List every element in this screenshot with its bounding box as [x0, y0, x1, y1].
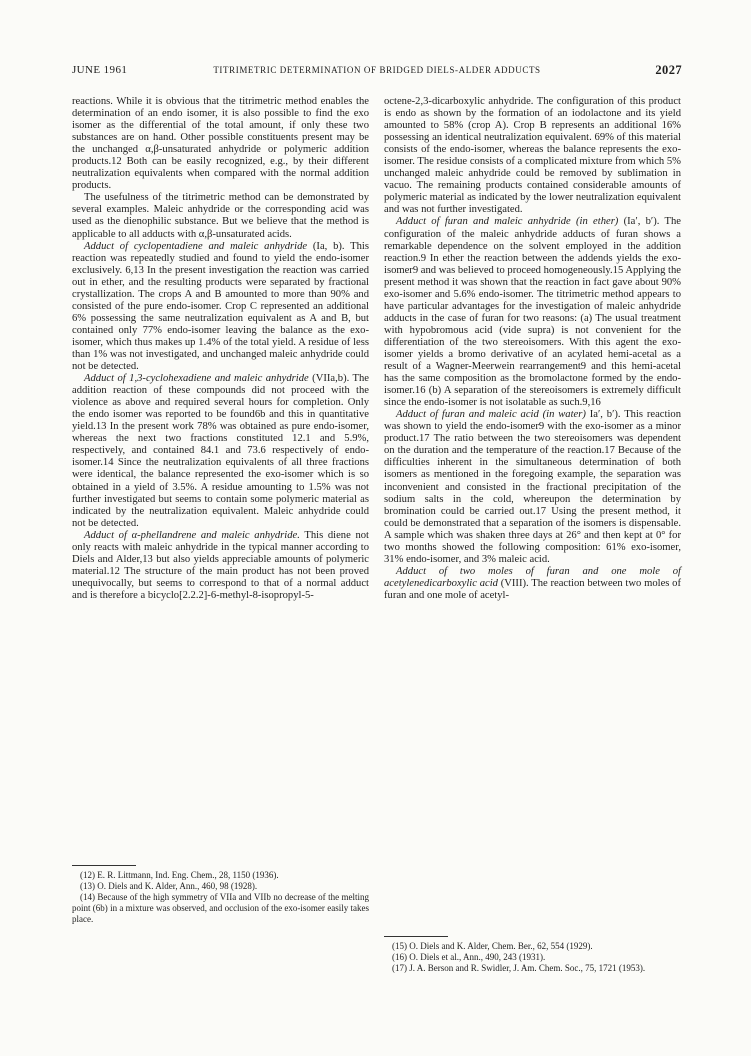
footnote: (14) Because of the high symmetry of VIIa and VIIb no decrease of the melting point (6b) in a mixture was observed, and occlusion of the exo-isomer easily takes place.: [72, 892, 369, 924]
section-heading: Adduct of cyclopentadiene and maleic anhydride: [84, 240, 308, 252]
right-column: [384, 96, 681, 602]
footnote-rule: [72, 865, 136, 866]
paragraph: octene-2,3-dicarboxylic anhydride. The configuration of this product is endo as shown by the formation of an iodolactone and its yield amounted to 58% (crop A). Crop B represents an additional 16% possessing an identical neutralization equivalent. 69% of this material consists of the endo-isomer, whereas the balance represents the exo-isomer. The residue consists of a complicated mixture from which 5% unchanged maleic anhydride could be removed by sublimation in vacuo. The remaining products contained considerable amounts of polymeric material as indicated by the lower neutralization equivalent and was not further investigated.: [384, 96, 681, 216]
paragraph: [384, 566, 681, 602]
paragraph-text: (VIIa,b). The addition reaction of these compounds did not proceed with the violence as above and required several hours for completion. Only the endo isomer was reported to be found6b and this in quantitative yield.13 In the present work 78% was obtained as pure endo-isomer, whereas the next two fractions constituted 12.1 and 5.9%, respectively, and contained 84.1 and 73.6 respectively of endo-isomer.14 Since the neutralization equivalents of all three fractions were identical, the balance represented the exo-isomer which is so obtained in a yield of 3.5%. A residue amounting to 1.5% was not further investigated but seems to contain some polymeric material as indicated by the neutralization equivalent. Maleic anhydride could not be detected.: [72, 373, 369, 529]
paragraph-text: (VIII). The reaction between two moles of furan and one mole of acetyl-: [384, 577, 681, 601]
paragraph-text: This diene not only reacts with maleic anhydride in the typical manner according to Diels and Alder,13 but also yields appreciable amounts of polymeric material.12 The structure of the main product has not been proved unequivocally, but seems to correspond to that of a normal adduct and is therefore a bicyclo[2.2.2]-6-methyl-8-isopropyl-5-: [72, 529, 369, 601]
paragraph-text: (Ia′, b′). The configuration of the maleic anhydride adducts of furan shows a remarkable dependence on the solvent employed in the addition reaction.9 In ether the reaction between the addends yields the exo-isomer9 and was believed to proceed homogeneously.15 Applying the present method it was shown that the reaction in fact gave about 90% exo-isomer and 5.6% endo-isomer. The titrimetric method appears to have particular advantages for the investigation of maleic anhydride adducts in the case of furan for two reasons: (a) The usual treatment with hypobromous acid (vide supra) is not convenient for the differentiation of the two stereoisomers. With this agent the exo-isomer yields a bromo derivative of an acylated hemi-acetal as a result of a Wagner-Meerwein rearrangement9 and this hemi-acetal has the same composition as the bromolactone formed by the endo-isomer.16 (b) A separation of the stereoisomers is extremely difficult since the endo-isomer is not isolatable as such.9,16: [384, 216, 681, 409]
footnotes-right: [384, 941, 681, 974]
paragraph: [72, 530, 369, 602]
section-heading: Adduct of furan and maleic anhydride (in ether): [396, 216, 619, 228]
footnote: (15) O. Diels and K. Alder, Chem. Ber., 62, 554 (1929).: [392, 941, 593, 951]
paragraph: reactions. While it is obvious that the titrimetric method enables the determination of an endo isomer, it is also possible to find the exo isomer as the differential of the total amount, if only these two substances are on hand. Other possible constituents present may be the unchanged α,β-unsaturated anhydride or polymeric addition products.12 Both can be easily recognized, e.g., by their different neutralization equivalents when compared with the normal addition products.: [72, 96, 369, 192]
paragraph-text: Ia′, b′). This reaction was shown to yield the endo-isomer9 with the exo-isomer as a minor product.17 The ratio between the two stereoisomers was dependent on the duration and the temperature of the reaction.17 Because of the difficulties inherent in the simultaneous determination of both isomers as mentioned in the foregoing example, the separation was inconvenient and consisted in the fractional precipitation of the sodium salts in the cold, whereupon the determination by bromination could be carried out.17 Using the present method, it could be demonstrated that a separation of the isomers is dispensable. A sample which was shaken three days at 26° and then kept at 0° for two months showed the following composition: 61% exo-isomer, 31% endo-isomer, and 3% maleic acid.: [384, 409, 681, 565]
left-column: [72, 96, 369, 602]
paragraph: [384, 216, 681, 409]
footnote: (13) O. Diels and K. Alder, Ann., 460, 98 (1928).: [80, 881, 258, 891]
footnote: (17) J. A. Berson and R. Swidler, J. Am. Chem. Soc., 75, 1721 (1953).: [392, 963, 646, 973]
section-heading: Adduct of two moles of furan and one mole of acetylenedicarboxylic acid: [384, 565, 681, 589]
section-heading: Adduct of furan and maleic acid (in water): [396, 409, 586, 421]
section-heading: Adduct of 1,3-cyclohexadiene and maleic anhydride: [84, 373, 309, 385]
paragraph: [72, 373, 369, 530]
page-number: 2027: [655, 63, 682, 77]
section-heading: Adduct of α-phellandrene and maleic anhydride.: [84, 529, 300, 541]
footnote: (12) E. R. Littmann, Ind. Eng. Chem., 28, 1150 (1936).: [80, 870, 279, 880]
footnote-rule: [384, 936, 448, 937]
paragraph: [384, 409, 681, 566]
paragraph: The usefulness of the titrimetric method can be demonstrated by several examples. Maleic anhydride or the corresponding acid was used as the dienophilic substance. But we believe that the method is applicable to all adducts with α,β-unsaturated acids.: [72, 192, 369, 240]
running-header: [72, 64, 682, 80]
paragraph: [72, 241, 369, 374]
paragraph-text: (Ia, b). This reaction was repeatedly studied and found to yield the endo-isomer exclusively. 6,13 In the present investigation the reaction was carried out in ether, and the resulting products were separated by fractional crystallization. The crops A and B amounted to more than 90% and consisted of the pure endo-isomer. Crop C represented an additional 6% possessing the same neutralization equivalent as A and B, but contained only 77% endo-isomer leaving the balance as the exo-isomer, which thus makes up 1.4% of the total yield. A residue of less than 1% was not investigated, and unchanged maleic anhydride could not be detected.: [72, 240, 369, 373]
footnotes-left: [72, 870, 369, 925]
header-title: TITRIMETRIC DETERMINATION OF BRIDGED DIELS-ALDER ADDUCTS: [213, 65, 541, 75]
header-date: JUNE 1961: [72, 64, 128, 76]
footnote: (16) O. Diels et al., Ann., 490, 243 (1931).: [392, 952, 546, 962]
